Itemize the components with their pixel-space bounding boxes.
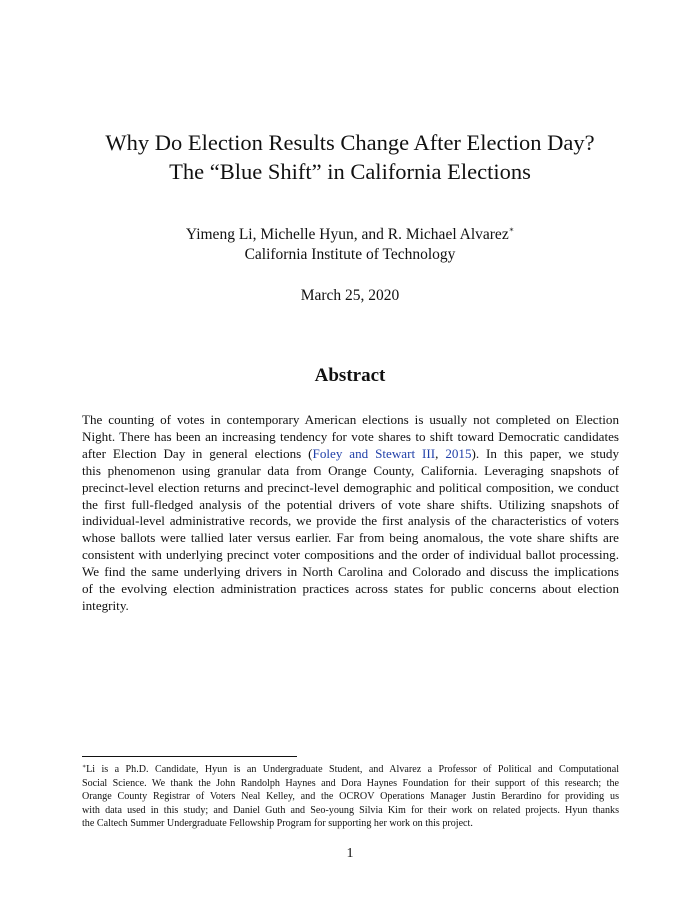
citation-link-authors[interactable]: Foley and Stewart III xyxy=(312,445,436,461)
footnote-divider xyxy=(82,756,297,757)
footnote-line: with data used in this study; and Daniel Guth and Seo-young Silvia Kim for their work on related projects. Hyun thanks xyxy=(82,804,619,816)
abstract-line: individual-level administrative records, we provide the first analysis of the characteristics of voters xyxy=(82,513,619,529)
footnote-mark: ∗ xyxy=(82,764,87,770)
author-names xyxy=(0,220,700,245)
abstract-text: after Election Day in general elections ( xyxy=(82,445,313,461)
author-affiliation: California Institute of Technology xyxy=(244,246,456,263)
paper-title-line-2: The “Blue Shift” in California Elections xyxy=(169,159,531,184)
abstract-line: Night. There has been an increasing tendency for vote shares to shift toward Democratic candidates xyxy=(82,428,619,444)
abstract-line: of the evolving election administration practices across states for public concerns about election xyxy=(82,581,619,597)
abstract-line: integrity. xyxy=(82,597,129,613)
footnote-text: Li is a Ph.D. Candidate, Hyun is an Undergraduate Student, and Alvarez a Professor of Political and Computational xyxy=(86,764,619,775)
paper-date: March 25, 2020 xyxy=(300,287,400,304)
abstract-heading: Abstract xyxy=(314,365,386,386)
abstract-text: , xyxy=(435,445,446,461)
author-names-text: Yimeng Li, Michelle Hyun, and R. Michael Alvarez xyxy=(185,226,509,243)
abstract-line: We find the same underlying drivers in North Carolina and Colorado and discuss the implications xyxy=(82,564,619,580)
abstract-line: precinct-level election returns and precinct-level demographic and political composition, we conduct xyxy=(82,479,619,495)
footnote xyxy=(82,761,619,831)
abstract-line: consistent with underlying precinct voter compositions and the order of individual ballot processing. xyxy=(82,547,619,563)
abstract-line: the first full-fledged analysis of the potential drivers of vote share shifts. Utilizing snapshots of xyxy=(82,496,619,512)
footnote-line: the Caltech Summer Undergraduate Fellowship Program for supporting her work on this project. xyxy=(82,818,473,830)
abstract-line-with-citation xyxy=(82,446,619,463)
footnote-line: Social Science. We thank the John Randolph Haynes and Dora Haynes Foundation for their support of this research; the xyxy=(82,777,619,789)
author-block xyxy=(0,220,700,265)
abstract-line: The counting of votes in contemporary American elections is usually not completed on Election xyxy=(82,412,619,427)
author-footnote-mark[interactable]: ∗ xyxy=(508,225,515,234)
abstract-text: ). In this paper, we study xyxy=(471,445,620,461)
paper-title xyxy=(0,128,700,186)
abstract-line: this phenomenon using granular data from Orange County, California. Leveraging snapshots of xyxy=(82,462,619,478)
abstract-line: whose ballots were tallied later versus earlier. Far from being anomalous, the vote share shifts are xyxy=(82,530,619,546)
citation-link-year[interactable]: 2015 xyxy=(445,445,472,461)
footnote-line xyxy=(82,761,619,777)
page-number: 1 xyxy=(346,846,354,861)
paper-title-line-1: Why Do Election Results Change After Election Day? xyxy=(105,130,595,155)
abstract-body xyxy=(82,412,619,615)
footnote-line: Orange County Registrar of Voters Neal Kelley, and the OCROV Operations Manager Justin Berardino for providing us xyxy=(82,791,619,803)
